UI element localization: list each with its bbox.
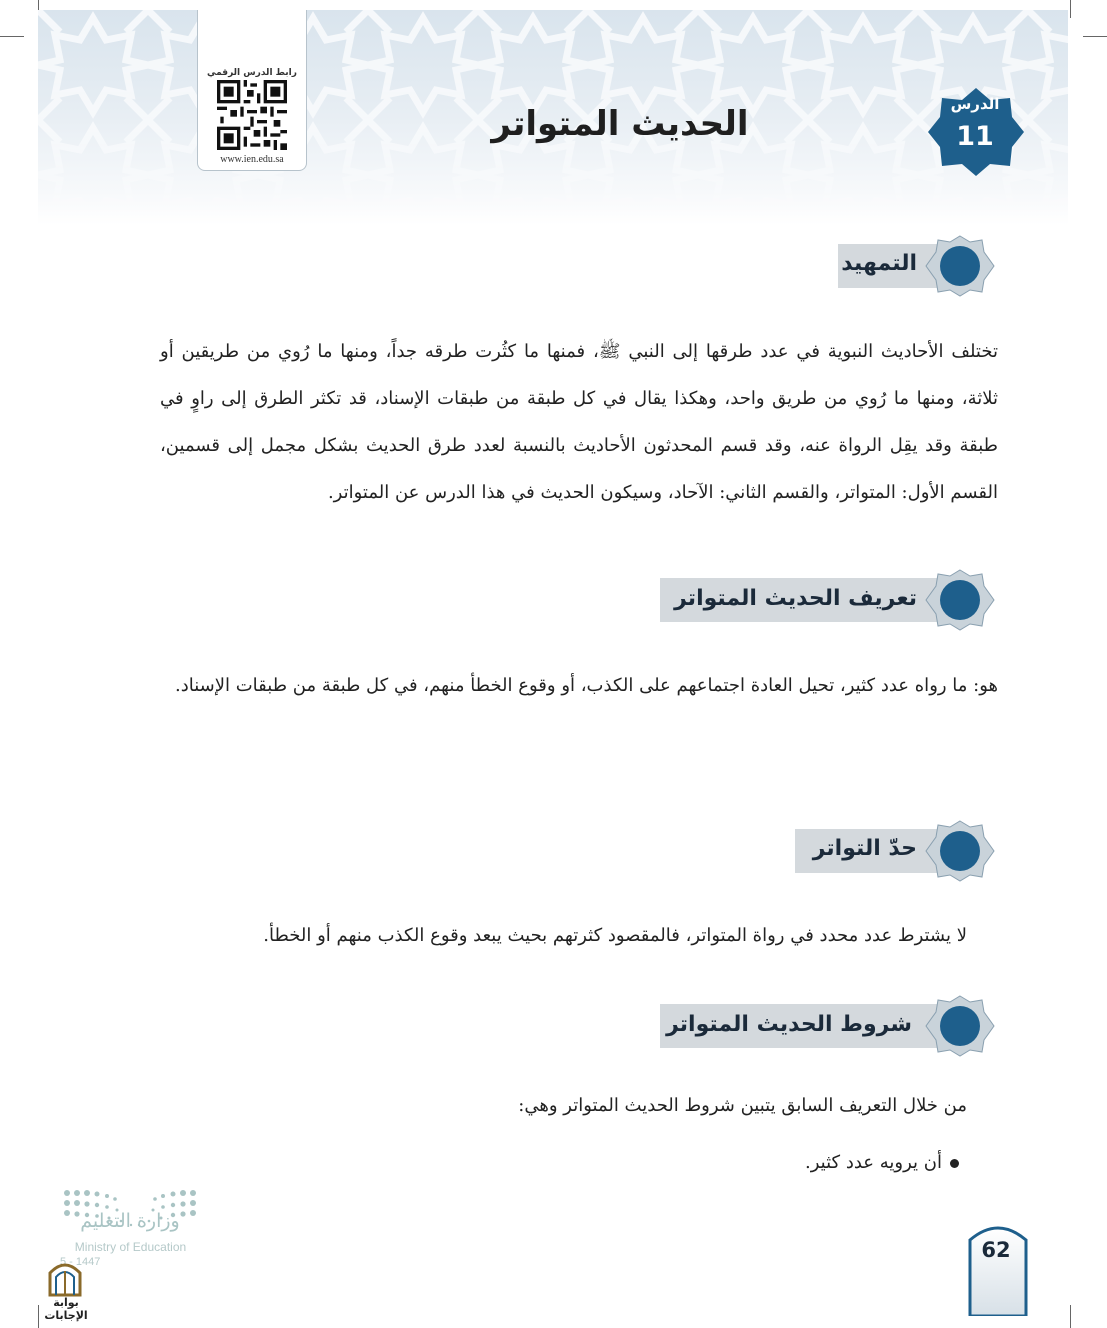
crop-mark xyxy=(1070,1305,1071,1328)
qr-caption: رابط الدرس الرقمي xyxy=(207,68,297,78)
ministry-name-english: Ministry of Education xyxy=(74,1240,187,1254)
conditions-intro: من خلال التعريف السابق يتبين شروط الحديث المتواتر وهي: xyxy=(518,1095,967,1116)
ministry-name-arabic: وزارة التعليم xyxy=(80,1210,180,1232)
ministry-year: 5 - 1447 xyxy=(60,1256,101,1268)
bawaba-site-name[interactable]: بوابة الإجابات xyxy=(44,1296,88,1322)
section-title-intro: التمهيد xyxy=(841,251,917,276)
lesson-number: 11 xyxy=(956,121,994,152)
page-number-tab xyxy=(966,1216,1030,1316)
bullet-dot xyxy=(950,1159,959,1168)
crop-mark xyxy=(1083,36,1107,37)
section-title-definition: تعريف الحديث المتواتر xyxy=(674,586,917,611)
definition-paragraph: هو: ما رواه عدد كثير، تحيل العادة اجتماعهم على الكذب، أو وقوع الخطأ منهم، في كل طبقة من طبقات الإسناد. xyxy=(175,675,998,696)
intro-paragraph: تختلف الأحاديث النبوية في عدد طرقها إلى النبي ﷺ، فمنها ما كثُرت طرقه جداً، ومنها ما رُوي من طريقين أو ثلاثة، ومنها ما رُوي من طريق واحد، وهكذا يقال في كل طبقة من طبقات الإسناد، قد تكثر الطرق إلى راوٍ في طبقة وقد يقِل الرواة عنه، وقد قسم المحدثون الأحاديث بالنسبة لعدد طرق الحديث بشكل مجمل إلى قسمين، القسم الأول: المتواتر، والقسم الثاني: الآحاد، وسيكون الحديث في هذا الدرس عن المتواتر. xyxy=(160,341,998,503)
qr-url[interactable]: www.ien.edu.sa xyxy=(220,154,284,165)
bawaba-logo-icon xyxy=(44,1255,86,1297)
page-number: 62 xyxy=(981,1238,1011,1262)
section-title-limit: حدّ التواتر xyxy=(812,836,917,861)
page-title: الحديث المتواتر xyxy=(491,104,749,144)
lesson-label: الدرس xyxy=(950,95,1000,113)
section-title-conditions: شروط الحديث المتواتر xyxy=(666,1012,912,1037)
qr-code-icon[interactable] xyxy=(217,80,287,150)
limit-paragraph: لا يشترط عدد محدد في رواة المتواتر، فالمقصود كثرتهم بحيث يبعد وقوع الكذب منهم أو الخطأ. xyxy=(263,925,967,946)
crop-mark xyxy=(1070,0,1071,18)
crop-mark xyxy=(0,36,24,37)
condition-item: أن يرويه عدد كثير. xyxy=(805,1152,942,1173)
